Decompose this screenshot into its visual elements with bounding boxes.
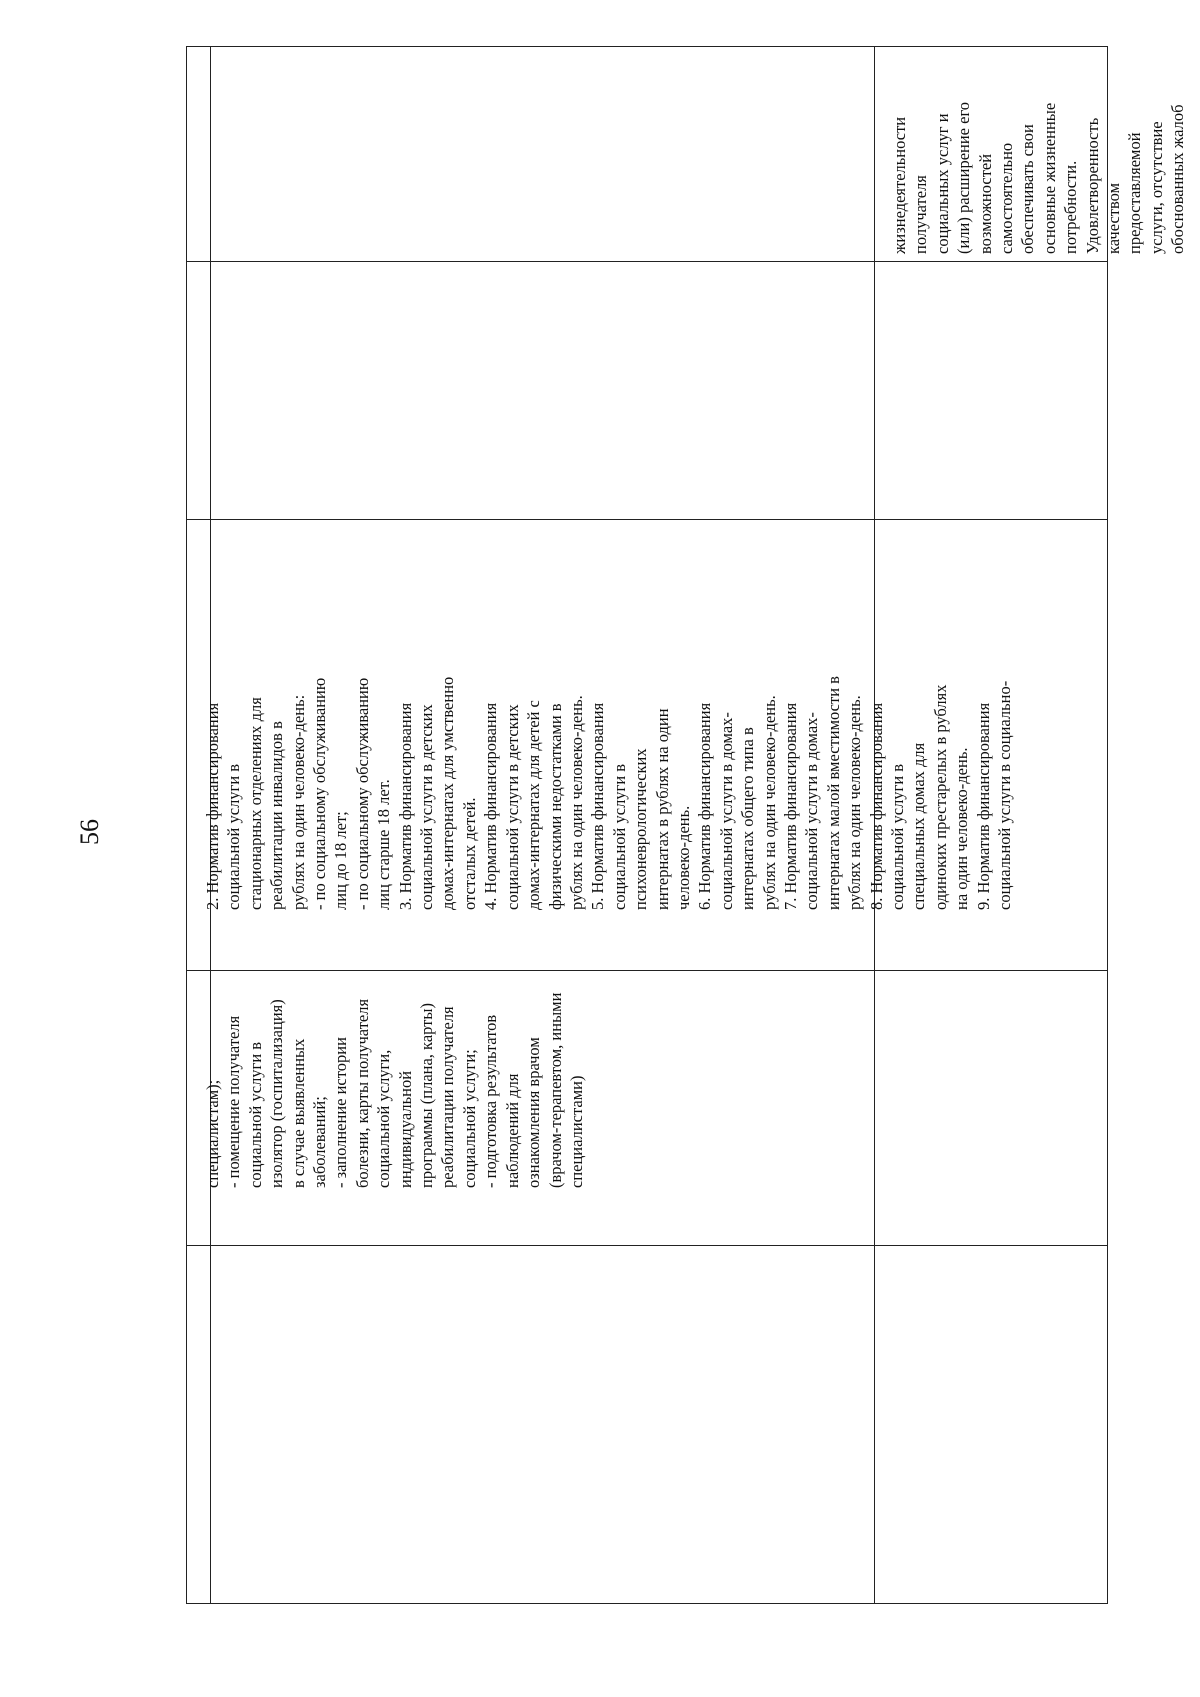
cell-text-line: индивидуальной [395,1070,415,1188]
cell-text-line: рублях на один человеко-день. [759,695,779,910]
cell-text-line: лиц до 18 лет; [331,811,351,910]
cell-text-line: качеством [1104,182,1124,254]
cell-text-line: предоставляемой [1125,132,1145,254]
cell-text-line: наблюдений для [502,1073,522,1188]
cell-text-line: обеспечивать свои [1018,124,1038,254]
cell-text-line: социальной услуги, [374,1049,394,1188]
cell-text-line: основные жизненные [1039,102,1059,254]
cell-text-line: реабилитации получателя [438,1006,458,1188]
row-divider [187,1245,1107,1246]
cell-text-line: стационарных отделениях для [245,697,265,910]
cell-text-line: 8. Норматив финансирования [866,702,886,910]
row-divider [187,261,1107,262]
cell-text-line: социальной услуги в [888,763,907,910]
cell-text-line: (врачом-терапевтом, иными [545,992,565,1188]
cell-text-line: интернатах малой вместимости в [823,676,843,910]
cell-text-line: социальной услуги в детских [502,704,522,910]
cell-text-line: социальной услуги в домах- [716,712,736,910]
cell-text-line: - заполнение истории [331,1037,351,1188]
cell-text-line: специалистам); [203,1079,222,1188]
cell-text-line: - подготовка результатов [481,1014,501,1188]
cell-service-description [202,993,587,1188]
cell-text-line: ознакомления врачом [524,1037,544,1188]
cell-text-line: обоснованных жалоб [1168,104,1188,254]
cell-text-line: на один человеко-день. [952,747,972,910]
cell-text-line: рублях на один человеко-день: [288,694,308,910]
cell-text-line: 2. Норматив финансирования [203,702,222,910]
cell-text-line: интернатах общего типа в [738,727,758,910]
cell-text-line: одиноких престарелых в рублях [930,684,950,910]
cell-text-line: 6. Норматив финансирования [695,702,715,910]
cell-text-line: получателя [911,175,931,254]
cell-quality-indicators [889,102,1189,254]
cell-text-line: 5. Норматив финансирования [588,702,608,910]
cell-text-line: болезни, карты получателя [352,998,372,1188]
cell-text-line: домах-интернатах для умственно [438,676,458,910]
cell-text-line: социальной услуги в социально- [995,680,1015,910]
cell-text-line: - по социальному обслуживанию [352,677,372,910]
cell-text-line: социальной услуги в [245,1041,265,1188]
row-divider [187,970,1107,971]
cell-text-line: самостоятельно [997,142,1017,254]
cell-text-line: 7. Норматив финансирования [780,702,800,910]
row-divider [187,519,1107,520]
cell-financing-norms [202,676,1015,910]
cell-text-line: в случае выявленных [288,1038,308,1188]
cell-text-line: специальных домах для [909,742,929,910]
cell-text-line: социальной услуги в домах- [802,712,822,910]
cell-text-line: (или) расширение его [954,101,974,254]
cell-text-line: - помещение получателя [224,1015,244,1188]
cell-text-line: 4. Норматив финансирования [481,702,501,910]
cell-text-line: рублях на один человеко-день. [566,695,586,910]
cell-text-line: социальной услуги в детских [417,704,437,910]
cell-text-line: интернатах в рублях на один [652,708,672,910]
cell-text-line: психоневрологических [631,748,651,910]
cell-text-line: изолятор (госпитализация) [267,999,287,1188]
cell-text-line: 3. Норматив финансирования [395,702,415,910]
cell-text-line: - по социальному обслуживанию [310,677,330,910]
cell-text-line: возможностей [975,153,995,254]
cell-text-line: услуги, отсутствие [1146,121,1166,254]
cell-text-line: жизнедеятельности [890,116,909,254]
cell-text-line: человеко-день. [673,805,693,910]
page-number: 56 [75,819,104,845]
cell-text-line: социальной услуги; [459,1049,479,1188]
cell-text-line: социальной услуги в [609,763,629,910]
cell-text-line: потребности. [1061,160,1081,254]
cell-text-line: программы (плана, карты) [417,1003,437,1188]
cell-text-line: лиц старше 18 лет. [374,779,394,910]
cell-text-line: рублях на один человеко-день. [845,695,865,910]
cell-text-line: домах-интернатах для детей с [524,700,544,910]
cell-text-line: специалистами) [566,1075,586,1188]
cell-text-line: 9. Норматив финансирования [973,702,993,910]
cell-text-line: социальных услуг и [932,113,952,254]
cell-text-line: Удовлетворенность [1082,117,1102,254]
cell-text-line: отсталых детей. [459,797,479,910]
cell-text-line: социальной услуги в [224,763,244,910]
cell-text-line: реабилитации инвалидов в [267,721,287,910]
cell-text-line: заболеваний; [310,1096,330,1188]
cell-text-line: физическими недостатками в [545,703,565,910]
